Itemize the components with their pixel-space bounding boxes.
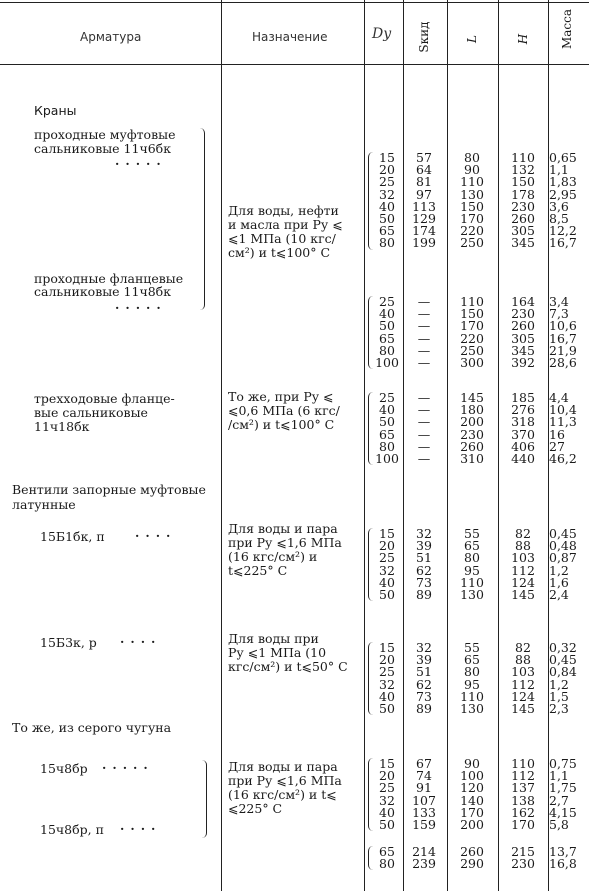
g5-dots-a: .....	[102, 757, 154, 772]
g3-purpose-line: t⩽225° С	[228, 563, 288, 578]
col-H	[499, 152, 547, 250]
cell-sk: 62	[416, 562, 432, 578]
cell-sk: —	[417, 402, 431, 418]
col-dy	[372, 296, 402, 369]
cell-sk: 129	[412, 210, 436, 226]
cell-H: 162	[511, 804, 535, 820]
cell-L: 90	[464, 756, 480, 771]
g1-dots2: .....	[115, 297, 167, 312]
cell-m: 21,9	[549, 342, 577, 358]
col-m	[549, 642, 589, 715]
cell-m: 0,65	[549, 150, 577, 165]
cell-sk: —	[417, 390, 431, 405]
cell-sk: 159	[412, 816, 436, 832]
cell-H: 230	[511, 856, 535, 872]
col-sk	[404, 152, 444, 250]
cell-H: 112	[511, 676, 535, 692]
col-sk	[404, 296, 444, 369]
cell-H: 137	[511, 780, 535, 796]
cell-L: 55	[464, 640, 480, 655]
g5-dots-b: ....	[120, 818, 162, 833]
cell-L: 110	[460, 574, 484, 590]
col-H	[499, 846, 547, 870]
cell-sk: —	[417, 354, 431, 370]
cell-m: 0,75	[549, 756, 577, 771]
cell-sk: 73	[416, 574, 432, 590]
cell-m: 13,7	[549, 844, 577, 859]
cell-sk: —	[417, 330, 431, 346]
col-H	[499, 758, 547, 831]
cell-m: 2,95	[549, 186, 577, 202]
cell-m: 1,5	[549, 688, 569, 704]
col-sk	[404, 846, 444, 870]
g2-name	[34, 392, 175, 434]
section-ventili	[12, 482, 212, 512]
cell-m: 1,6	[549, 574, 569, 590]
cell-m: 4,15	[549, 804, 577, 820]
cell-sk: 51	[416, 664, 432, 680]
cell-sk: 174	[412, 223, 436, 239]
g2-name-line: вые сальниковые	[34, 405, 148, 420]
cell-dy: 20	[379, 162, 395, 178]
cell-m: 5,8	[549, 816, 569, 832]
cell-sk: 74	[416, 768, 432, 784]
g1-name2-b: сальниковые 11ч8бк	[34, 284, 172, 299]
cell-dy: 32	[379, 562, 395, 578]
cell-dy: 65	[379, 844, 395, 859]
cell-L: 290	[460, 856, 484, 872]
g1-purpose-line: и масла при Pу ⩽	[228, 217, 343, 232]
cell-H: 82	[515, 526, 531, 541]
g1-brace-right	[200, 128, 205, 310]
cell-L: 95	[464, 676, 480, 692]
header-naznachenie: Назначение	[252, 30, 328, 44]
g4-purpose-line: Для воды при	[228, 631, 319, 646]
cell-dy: 20	[379, 768, 395, 784]
cell-sk: 89	[416, 586, 432, 602]
cell-dy: 50	[379, 318, 395, 334]
col-dy	[372, 152, 402, 250]
cell-dy: 80	[379, 235, 395, 251]
col-m	[549, 528, 589, 601]
cell-sk: 39	[416, 538, 432, 554]
cell-dy: 25	[379, 780, 395, 796]
cell-H: 110	[511, 150, 535, 165]
cell-L: 145	[460, 390, 484, 405]
col-L	[448, 642, 496, 715]
cell-m: 0,45	[549, 652, 577, 668]
cell-m: 16	[549, 426, 565, 442]
top-rule	[0, 2, 589, 3]
cell-dy: 40	[379, 804, 395, 820]
col-m	[549, 846, 589, 870]
cell-dy: 50	[379, 816, 395, 832]
cell-L: 110	[460, 174, 484, 190]
g4-dots: ....	[120, 631, 162, 646]
cell-H: 138	[511, 792, 535, 808]
cell-L: 260	[460, 844, 484, 859]
cell-dy: 100	[375, 450, 399, 466]
cell-dy: 40	[379, 402, 395, 418]
col-dy	[372, 392, 402, 465]
cell-m: 2,4	[549, 586, 569, 602]
cell-H: 215	[511, 844, 535, 859]
cell-L: 150	[460, 306, 484, 322]
cell-m: 12,2	[549, 223, 577, 239]
cell-m: 16,7	[549, 235, 577, 251]
cell-H: 145	[511, 586, 535, 602]
cell-dy: 25	[379, 390, 395, 405]
cell-sk: 57	[416, 150, 432, 165]
cell-sk: 107	[412, 792, 436, 808]
cell-dy: 32	[379, 186, 395, 202]
g1-purpose-line: см²) и t⩽100° С	[228, 245, 331, 260]
cell-H: 112	[511, 562, 535, 578]
cell-H: 345	[511, 342, 535, 358]
cell-H: 305	[511, 223, 535, 239]
col-H	[499, 296, 547, 369]
cell-sk: 32	[416, 640, 432, 655]
cell-sk: 51	[416, 550, 432, 566]
cell-m: 7,3	[549, 306, 569, 322]
header-armatura: Арматура	[80, 30, 142, 44]
cell-L: 55	[464, 526, 480, 541]
cell-L: 130	[460, 586, 484, 602]
cell-sk: 32	[416, 526, 432, 541]
cell-H: 112	[511, 768, 535, 784]
cell-L: 220	[460, 330, 484, 346]
cell-sk: 214	[412, 844, 436, 859]
g1-purpose	[228, 204, 343, 260]
cell-L: 170	[460, 318, 484, 334]
col-dy	[372, 642, 402, 715]
g4-purpose-line: Pу ⩽1 МПа (10	[228, 645, 327, 660]
col-m	[549, 152, 589, 250]
col-m	[549, 758, 589, 831]
section-krany: Краны	[34, 103, 77, 118]
cell-dy: 65	[379, 426, 395, 442]
cell-H: 150	[511, 174, 535, 190]
g3-purpose-line: Для воды и пара	[228, 521, 338, 536]
col-dy	[372, 846, 402, 870]
cell-dy: 100	[375, 354, 399, 370]
cell-dy: 40	[379, 574, 395, 590]
cell-L: 80	[464, 664, 480, 680]
cell-m: 10,4	[549, 402, 577, 418]
g2-purpose-line: ⩽0,6 МПа (6 кгс/	[228, 403, 340, 418]
cell-L: 100	[460, 768, 484, 784]
col-sk	[404, 392, 444, 465]
cell-sk: —	[417, 318, 431, 334]
cell-H: 103	[511, 664, 535, 680]
cell-dy: 80	[379, 342, 395, 358]
section-ventili-text: Вентили запорные муфтовые латунные	[12, 482, 206, 512]
cell-sk: —	[417, 450, 431, 466]
cell-m: 4,4	[549, 390, 569, 405]
cell-H: 392	[511, 354, 535, 370]
cell-sk: 39	[416, 652, 432, 668]
col-H	[499, 528, 547, 601]
cell-m: 0,87	[549, 550, 577, 566]
cell-H: 124	[511, 574, 535, 590]
cell-m: 8,5	[549, 210, 569, 226]
col-divider-2	[364, 0, 365, 891]
cell-L: 130	[460, 186, 484, 202]
cell-H: 345	[511, 235, 535, 251]
cell-m: 3,4	[549, 294, 569, 309]
cell-dy: 65	[379, 223, 395, 239]
cell-H: 260	[511, 210, 535, 226]
cell-sk: 73	[416, 688, 432, 704]
cell-H: 82	[515, 640, 531, 655]
g1-purpose-line: ⩽1 МПа (10 кгс/	[228, 231, 336, 246]
col-L	[448, 528, 496, 601]
g5-brace-right	[202, 760, 207, 838]
g1-dots: .....	[115, 153, 167, 168]
cell-m: 1,1	[549, 768, 569, 784]
cell-m: 0,32	[549, 640, 577, 655]
g3-purpose-line: (16 кгс/см²) и	[228, 549, 318, 564]
g2-purpose-line: /см²) и t⩽100° С	[228, 417, 335, 432]
g3-dots: ....	[135, 525, 177, 540]
cell-sk: 239	[412, 856, 436, 872]
g2-name-line: трехходовые фланце-	[34, 391, 175, 406]
cell-L: 65	[464, 538, 480, 554]
cell-L: 180	[460, 402, 484, 418]
g4-purpose	[228, 632, 348, 674]
g1-purpose-line: Для воды, нефти	[228, 203, 339, 218]
cell-dy: 25	[379, 174, 395, 190]
cell-m: 1,75	[549, 780, 577, 796]
cell-dy: 50	[379, 700, 395, 716]
g4-name: 15Б3к, р	[40, 635, 97, 650]
cell-H: 132	[511, 162, 535, 178]
cell-dy: 80	[379, 438, 395, 454]
col-L	[448, 152, 496, 250]
cell-L: 80	[464, 150, 480, 165]
cell-L: 90	[464, 162, 480, 178]
cell-dy: 50	[379, 586, 395, 602]
col-L	[448, 392, 496, 465]
cell-L: 260	[460, 438, 484, 454]
cell-sk: 67	[416, 756, 432, 771]
cell-dy: 40	[379, 198, 395, 214]
cell-L: 170	[460, 804, 484, 820]
cell-m: 1,83	[549, 174, 577, 190]
col-L	[448, 296, 496, 369]
cell-dy: 40	[379, 306, 395, 322]
g3-purpose	[228, 522, 342, 578]
cell-dy: 50	[379, 210, 395, 226]
cell-L: 150	[460, 198, 484, 214]
g1-name-a: проходные муфтовые	[34, 127, 176, 142]
cell-dy: 40	[379, 688, 395, 704]
col-sk	[404, 528, 444, 601]
cell-L: 230	[460, 426, 484, 442]
cell-dy: 15	[379, 150, 395, 165]
cell-H: 124	[511, 688, 535, 704]
g2-purpose-line: То же, при Pу ⩽	[228, 389, 334, 404]
cell-H: 440	[511, 450, 535, 466]
cell-dy: 32	[379, 792, 395, 808]
cell-L: 80	[464, 550, 480, 566]
cell-sk: 97	[416, 186, 432, 202]
cell-L: 130	[460, 700, 484, 716]
cell-dy: 32	[379, 676, 395, 692]
header-rule	[0, 64, 589, 65]
cell-H: 230	[511, 198, 535, 214]
cell-H: 145	[511, 700, 535, 716]
g2-purpose	[228, 390, 340, 432]
g5-purpose-line: ⩽225° С	[228, 801, 283, 816]
cell-L: 220	[460, 223, 484, 239]
cell-sk: —	[417, 414, 431, 430]
cell-m: 0,48	[549, 538, 577, 554]
cell-m: 0,84	[549, 664, 577, 680]
cell-H: 164	[511, 294, 535, 309]
cell-sk: 113	[412, 198, 436, 214]
cell-L: 110	[460, 294, 484, 309]
cell-sk: —	[417, 438, 431, 454]
g2-name-line: 11ч18бк	[34, 419, 90, 434]
cell-H: 88	[515, 652, 531, 668]
g3-purpose-line: при Pу ⩽1,6 МПа	[228, 535, 342, 550]
cell-H: 370	[511, 426, 535, 442]
cell-sk: 199	[412, 235, 436, 251]
col-dy	[372, 758, 402, 831]
cell-H: 103	[511, 550, 535, 566]
col-H	[499, 642, 547, 715]
cell-H: 178	[511, 186, 535, 202]
cell-H: 406	[511, 438, 535, 454]
cell-sk: —	[417, 342, 431, 358]
cell-dy: 20	[379, 538, 395, 554]
header-massa: Масса	[560, 8, 574, 50]
cell-H: 185	[511, 390, 535, 405]
cell-H: 110	[511, 756, 535, 771]
cell-dy: 25	[379, 294, 395, 309]
cell-m: 1,2	[549, 676, 569, 692]
cell-L: 140	[460, 792, 484, 808]
g1-name2-a: проходные фланцевые	[34, 271, 184, 286]
cell-sk: 62	[416, 676, 432, 692]
cell-sk: —	[417, 294, 431, 309]
cell-L: 300	[460, 354, 484, 370]
g5-name-b: 15ч8бр, п	[40, 822, 104, 837]
col-m	[549, 392, 589, 465]
col-L	[448, 846, 496, 870]
col-L	[448, 758, 496, 831]
g5-name-a: 15ч8бр	[40, 761, 88, 776]
cell-m: 28,6	[549, 354, 577, 370]
cell-H: 318	[511, 414, 535, 430]
col-dy	[372, 528, 402, 601]
col-H	[499, 392, 547, 465]
cell-m: 46,2	[549, 450, 577, 466]
cell-L: 95	[464, 562, 480, 578]
cell-L: 110	[460, 688, 484, 704]
cell-L: 310	[460, 450, 484, 466]
g5-purpose-line: Для воды и пара	[228, 759, 338, 774]
cell-m: 0,45	[549, 526, 577, 541]
cell-L: 170	[460, 210, 484, 226]
cell-sk: —	[417, 426, 431, 442]
cell-dy: 80	[379, 856, 395, 872]
cell-L: 200	[460, 414, 484, 430]
g4-purpose-line: кгс/см²) и t⩽50° С	[228, 659, 348, 674]
cell-m: 1,1	[549, 162, 569, 178]
g5-purpose-line: при Pу ⩽1,6 МПа	[228, 773, 342, 788]
col-sk	[404, 642, 444, 715]
cell-sk: 81	[416, 174, 432, 190]
cell-dy: 65	[379, 330, 395, 346]
header-dy: Dу	[372, 26, 392, 42]
cell-dy: 15	[379, 756, 395, 771]
cell-L: 250	[460, 235, 484, 251]
cell-H: 305	[511, 330, 535, 346]
cell-m: 16,7	[549, 330, 577, 346]
cell-sk: 133	[412, 804, 436, 820]
col-m	[549, 296, 589, 369]
cell-L: 120	[460, 780, 484, 796]
col-sk	[404, 758, 444, 831]
cell-dy: 20	[379, 652, 395, 668]
cell-H: 88	[515, 538, 531, 554]
cell-dy: 15	[379, 526, 395, 541]
cell-sk: 64	[416, 162, 432, 178]
g3-name: 15Б1бк, п	[40, 529, 105, 544]
cell-L: 65	[464, 652, 480, 668]
cell-H: 260	[511, 318, 535, 334]
header-H: H	[516, 33, 530, 45]
cell-m: 1,2	[549, 562, 569, 578]
header-skind: Sкид	[417, 21, 431, 53]
cell-dy: 25	[379, 664, 395, 680]
col-divider-1	[221, 0, 222, 891]
cell-m: 10,6	[549, 318, 577, 334]
cell-H: 230	[511, 306, 535, 322]
cell-H: 276	[511, 402, 535, 418]
cell-m: 27	[549, 438, 565, 454]
cell-m: 16,8	[549, 856, 577, 872]
header-L: L	[465, 35, 479, 43]
g1-name-b: сальниковые 11ч6бк	[34, 141, 172, 156]
cell-L: 200	[460, 816, 484, 832]
cell-m: 11,3	[549, 414, 577, 430]
cell-dy: 25	[379, 550, 395, 566]
cell-m: 2,3	[549, 700, 569, 716]
cell-sk: 89	[416, 700, 432, 716]
cell-L: 250	[460, 342, 484, 358]
cell-H: 170	[511, 816, 535, 832]
g5-purpose-line: (16 кгс/см²) и t⩽	[228, 787, 337, 802]
cell-dy: 50	[379, 414, 395, 430]
cell-sk: 91	[416, 780, 432, 796]
cell-sk: —	[417, 306, 431, 322]
g5-purpose	[228, 760, 342, 816]
cell-dy: 15	[379, 640, 395, 655]
cell-m: 2,7	[549, 792, 569, 808]
cell-m: 3,6	[549, 198, 569, 214]
section-chugun: То же, из серого чугуна	[12, 720, 172, 735]
